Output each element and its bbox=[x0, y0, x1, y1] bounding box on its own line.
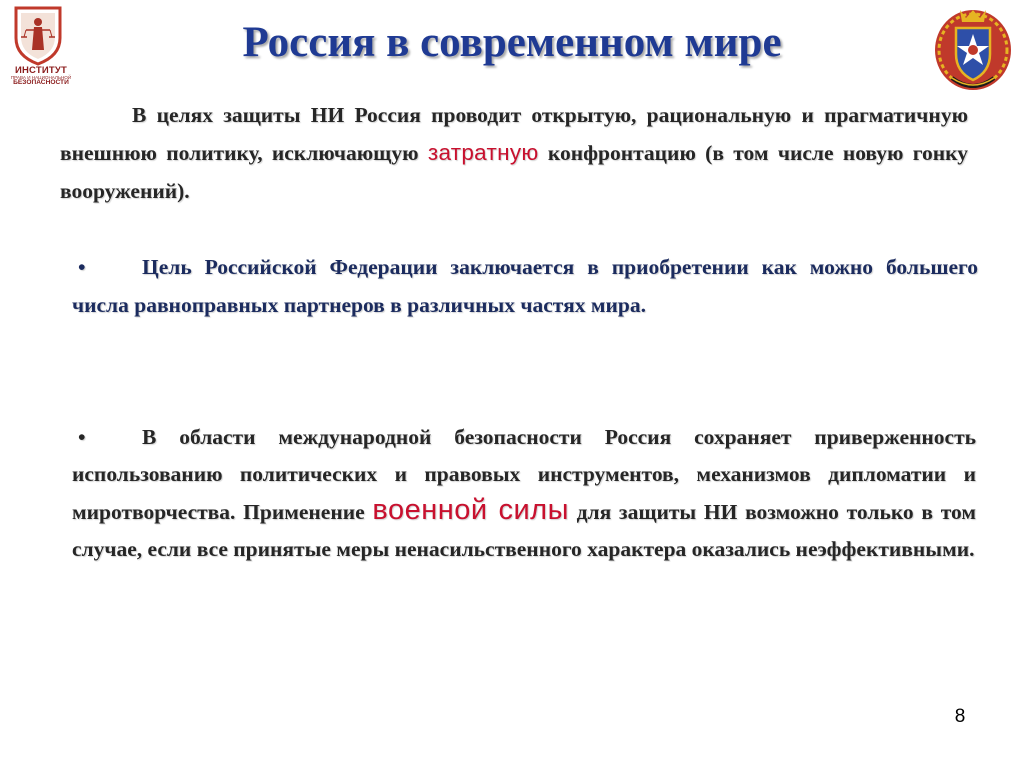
bullet-marker: • bbox=[78, 255, 86, 279]
coat-of-arms-icon bbox=[930, 4, 1016, 94]
bullet-security-text-before: В области международной безопасности Россия сохраняет приверженность использованию политических и правовых инструментов, механизмов дипломатии и миротворчества. Применение bbox=[72, 425, 976, 524]
intro-highlight: затратную bbox=[427, 140, 539, 165]
institute-logo-line1: ИНСТИТУТ bbox=[14, 65, 68, 76]
slide-title: Россия в современном мире bbox=[242, 19, 782, 66]
institute-logo-text bbox=[8, 66, 74, 87]
bullet-goal-text: Цель Российской Федерации заключается в приобретении как можно большего числа равноправных партнеров в различных частях мира. bbox=[72, 255, 978, 317]
institute-logo-line2: ПРАВА И НАЦИОНАЛЬНОЙ bbox=[10, 74, 72, 80]
page-number: 8 bbox=[954, 706, 966, 727]
bullet-security-highlight: военной силы bbox=[372, 494, 569, 526]
coat-of-arms-logo bbox=[930, 4, 1016, 94]
bullet-security-text-after: для защиты НИ возможно только в том случае, если все принятые меры ненасильственного характера оказались неэффективными. bbox=[72, 500, 976, 561]
bullet-item-security bbox=[72, 419, 976, 567]
institute-logo-line3: БЕЗОПАСНОСТИ bbox=[13, 79, 69, 87]
intro-text-after: конфронтацию (в том числе новую гонку вооружений). bbox=[60, 141, 968, 203]
intro-paragraph bbox=[60, 96, 968, 210]
intro-text-before: В целях защиты НИ Россия проводит открытую, рациональную и прагматичную внешнюю политику, исключающую bbox=[60, 103, 968, 165]
shield-emblem-icon bbox=[8, 4, 68, 66]
institute-logo bbox=[8, 4, 72, 96]
bullet-marker: • bbox=[78, 425, 86, 449]
bullet-item-goal bbox=[72, 248, 978, 324]
